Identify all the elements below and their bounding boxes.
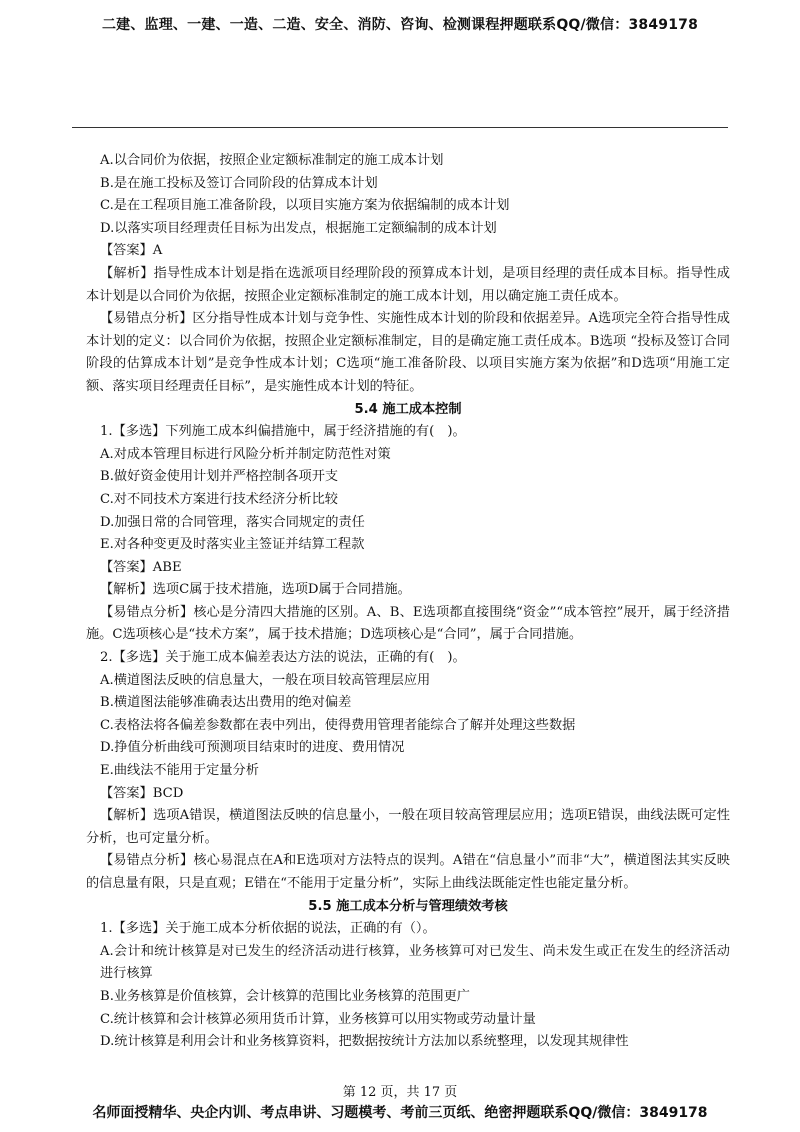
paragraph: A.以合同价为依据，按照企业定额标准制定的施工成本计划 xyxy=(100,153,444,168)
paragraph: C.统计核算和会计核算必须用货币计算，业务核算可以用实物或劳动量计量 xyxy=(100,1011,536,1027)
paragraph: 2.【多选】关于施工成本偏差表达方法的说法，正确的有( )。 xyxy=(100,650,466,666)
paragraph: 【解析】选项C属于技术措施，选项D属于合同措施。 xyxy=(100,582,411,598)
paragraph: C.对不同技术方案进行技术经济分析比较 xyxy=(100,491,338,507)
paragraph: A.会计和统计核算是对已发生的经济活动进行核算，业务核算可对已发生、尚未发生或正在发生的经济活动进行核算 xyxy=(100,943,730,982)
page-footer: 名师面授精华、央企内训、考点串讲、习题模考、考前三页纸、绝密押题联系QQ/微信：3849178 xyxy=(92,1105,708,1121)
paragraph: B.做好资金使用计划并严格控制各项开支 xyxy=(100,469,339,485)
paragraph: B.业务核算是价值核算，会计核算的范围比业务核算的范围更广 xyxy=(100,988,470,1004)
paragraph: 【答案】BCD xyxy=(100,785,184,801)
paragraph: 【解析】指导性成本计划是指在选派项目经理阶段的预算成本计划，是项目经理的责任成本目标。指导性成本计划是以合同价为依据，按照企业定额标准制定的施工成本计划，用以确定施工责任成本。 xyxy=(86,265,730,304)
paragraph: D.挣值分析曲线可预测项目结束时的进度、费用情况 xyxy=(100,740,405,756)
section-heading: 5.5 施工成本分析与管理绩效考核 xyxy=(308,898,508,914)
paragraph: B.是在施工投标及签订合同阶段的估算成本计划 xyxy=(100,175,378,191)
paragraph: 【答案】A xyxy=(100,243,163,259)
paragraph: 【答案】ABE xyxy=(100,559,182,575)
paragraph: A.对成本管理目标进行风险分析并制定防范性对策 xyxy=(100,446,391,462)
paragraph: D.统计核算是利用会计和业务核算资料，把数据按统计方法加以系统整理，以发现其规律性 xyxy=(100,1034,629,1050)
document-body xyxy=(86,150,730,1054)
paragraph: A.横道图法反映的信息量大，一般在项目较高管理层应用 xyxy=(100,672,431,688)
paragraph: 【易错点分析】核心是分清四大措施的区别。A、B、E选项都直接围绕“资金”“成本管控”展开，属于经济措施。C选项核心是“技术方案”，属于技术措施；D选项核心是“合同”，属于合同措施。 xyxy=(86,604,730,643)
page-number: 第 12 页，共 17 页 xyxy=(342,1085,458,1100)
paragraph: B.横道图法能够准确表达出费用的绝对偏差 xyxy=(100,695,352,711)
paragraph: E.对各种变更及时落实业主签证并结算工程款 xyxy=(100,537,365,553)
paragraph: 1.【多选】关于施工成本分析依据的说法，正确的有（）。 xyxy=(100,921,436,937)
paragraph: E.曲线法不能用于定量分析 xyxy=(100,763,259,779)
paragraph: 1.【多选】下列施工成本纠偏措施中，属于经济措施的有( )。 xyxy=(100,424,466,440)
paragraph: C.是在工程项目施工准备阶段，以项目实施方案为依据编制的成本计划 xyxy=(100,198,510,214)
section-heading: 5.4 施工成本控制 xyxy=(354,401,462,417)
header-divider xyxy=(72,127,728,128)
paragraph: 【解析】选项A错误，横道图法反映的信息量小，一般在项目较高管理层应用；选项E错误，曲线法既可定性分析，也可定量分析。 xyxy=(86,808,730,846)
page-header: 二建、监理、一建、一造、二造、安全、消防、咨询、检测课程押题联系QQ/微信：3849178 xyxy=(101,17,699,33)
paragraph: D.加强日常的合同管理，落实合同规定的责任 xyxy=(100,514,365,530)
paragraph: 【易错点分析】区分指导性成本计划与竞争性、实施性成本计划的阶段和依据差异。A选项完全符合指导性成本计划的定义：以合同价为依据，按照企业定额标准制定，目的是确定施工责任成本。B选项 “投标及签订合同阶段的估算成本计划”是竞争性成本计划；C选项“施工准备阶段、以项目实施方案为依据”和D选项“用施工定额、落实项目经理责任目标”，是实施性成本计划的特征。 xyxy=(86,311,730,394)
paragraph: D.以落实项目经理责任目标为出发点，根据施工定额编制的成本计划 xyxy=(100,220,497,236)
paragraph: 【易错点分析】核心易混点在A和E选项对方法特点的误判。A错在“信息量小”而非“大”，横道图法其实反映的信息量有限，只是直观；E错在“不能用于定量分析”，实际上曲线法既能定性也能定量分析。 xyxy=(86,853,730,891)
paragraph: C.表格法将各偏差参数都在表中列出，使得费用管理者能综合了解并处理这些数据 xyxy=(100,717,576,733)
